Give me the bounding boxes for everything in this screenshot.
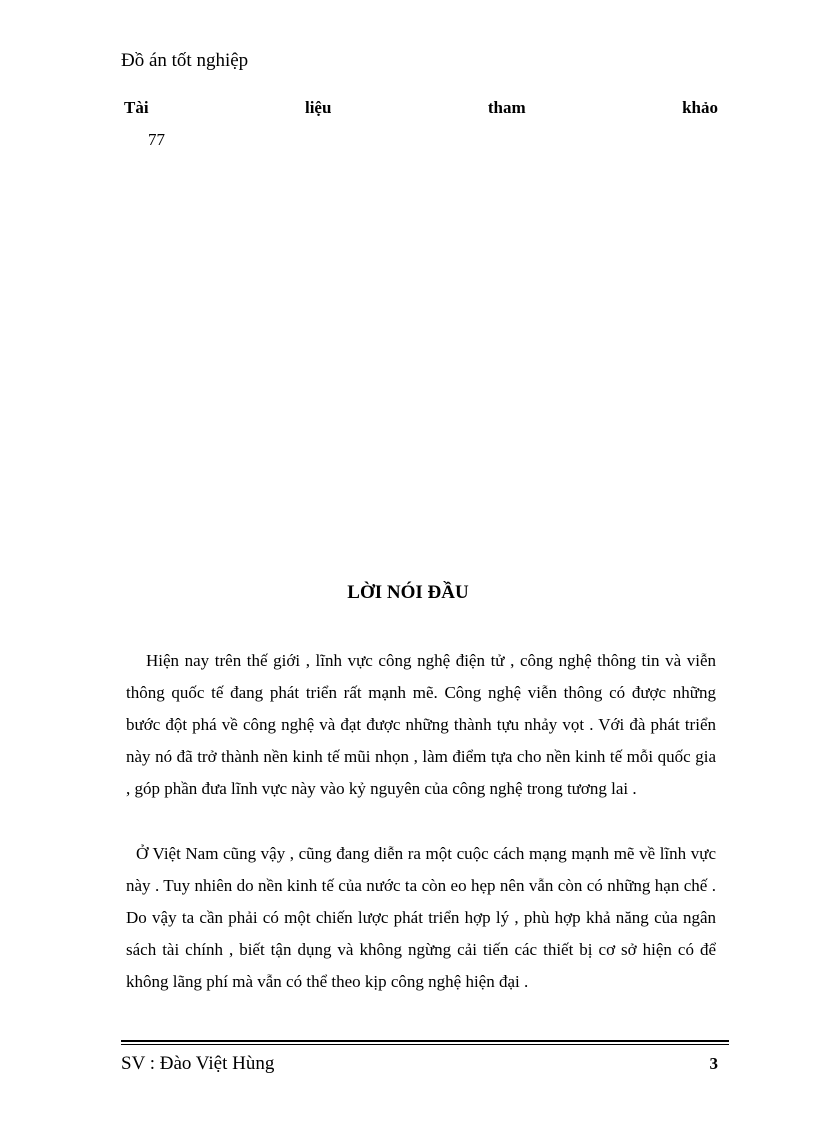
footer-author: SV : Đào Việt Hùng <box>121 1053 275 1074</box>
toc-word: tham <box>487 98 526 117</box>
paragraph: Ở Việt Nam cũng vậy , cũng đang diễn ra một cuộc cách mạng mạnh mẽ về lĩnh vực này . Tuy nhiên do nền kinh tế của nước ta còn eo hẹp nên vẫn còn có những hạn chế . Do vậy ta cần phải có một chiến lược phát triển hợp lý , phù hợp khả năng của ngân sách tài chính , biết tận dụng và không ngừng cải tiến các thiết bị cơ sở hiện có để không lãng phí mà vẫn có thể theo kịp công nghệ hiện đại . <box>126 844 716 991</box>
toc-page-number: 77 <box>148 130 165 149</box>
toc-entry <box>124 97 718 119</box>
document-header-title: Đồ án tốt nghiệp <box>121 50 249 71</box>
footer-divider <box>121 1040 729 1042</box>
footer-divider-thin <box>121 1044 729 1045</box>
paragraph: Hiện nay trên thế giới , lĩnh vực công nghệ điện tử , công nghệ thông tin và viễn thông quốc tế đang phát triển rất mạnh mẽ. Công nghệ viễn thông có được những bước đột phá về công nghệ và đạt được những thành tựu nhảy vọt . Với đà phát triển này nó đã trở thành nền kinh tế mũi nhọn , làm điểm tựa cho nền kinh tế mỗi quốc gia , góp phần đưa lĩnh vực này vào kỷ nguyên của công nghệ trong tương lai . <box>126 651 716 798</box>
toc-word: liệu <box>304 98 332 117</box>
footer-page-number: 3 <box>709 1054 718 1073</box>
toc-word: khảo <box>682 98 718 117</box>
toc-word: Tài <box>124 98 149 117</box>
section-title: LỜI NÓI ĐẦU <box>347 582 469 603</box>
